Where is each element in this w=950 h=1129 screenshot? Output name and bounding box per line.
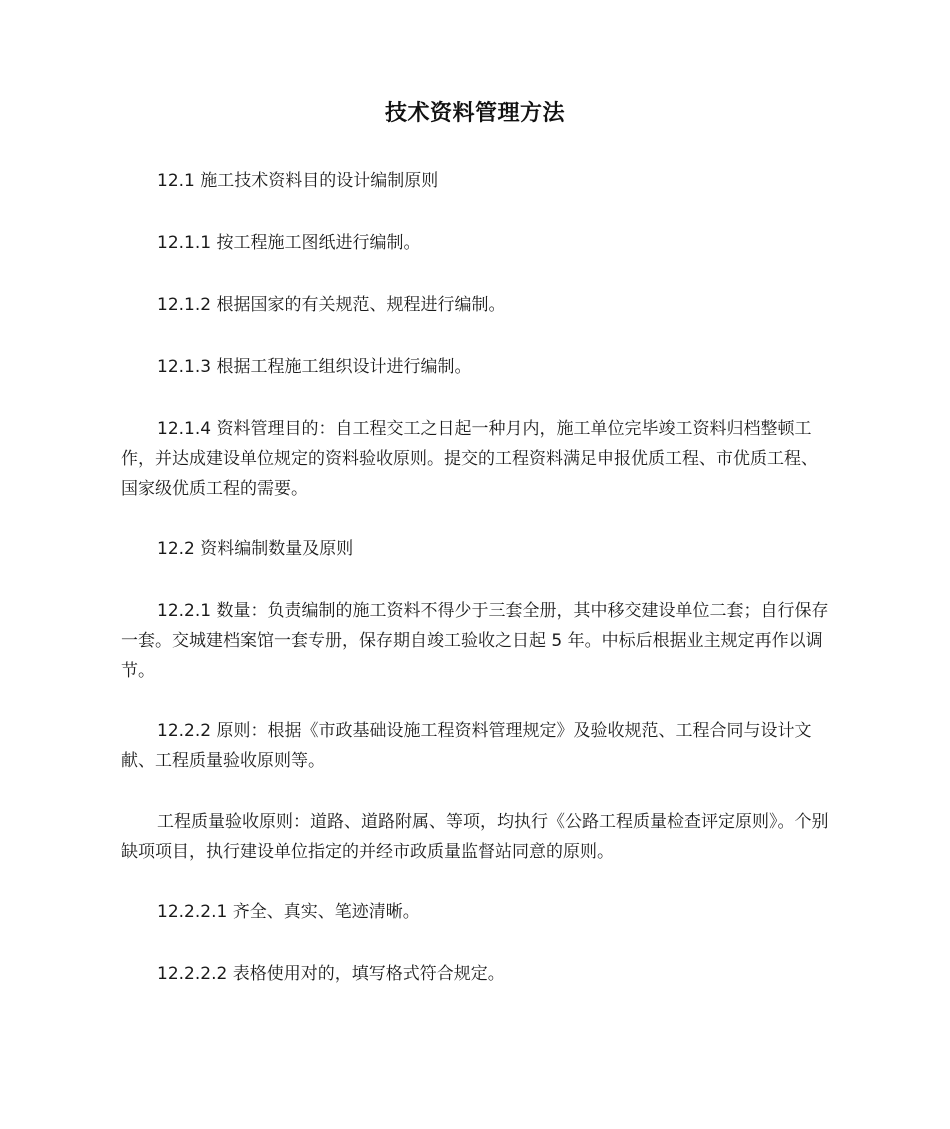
paragraph-12-1: 12.1 施工技术资料目的设计编制原则 xyxy=(157,171,439,191)
paragraph-12-2: 12.2 资料编制数量及原则 xyxy=(157,539,354,559)
paragraph-12-1-2: 12.1.2 根据国家的有关规范、规程进行编制。 xyxy=(157,295,506,315)
paragraph-12-1-1: 12.1.1 按工程施工图纸进行编制。 xyxy=(157,233,421,253)
paragraph-12-1-4: 12.1.4 资料管理目的：自工程交工之日起一种月内，施工单位完毕竣工资料归档整顿工作，并达成建设单位规定的资料验收原则。提交的工程资料满足申报优质工程、市优质工程、国家级优质工程的需要。 xyxy=(121,419,818,499)
document-title: 技术资料管理方法 xyxy=(384,101,565,126)
paragraph-12-2-2: 12.2.2 原则：根据《市政基础设施工程资料管理规定》及验收规范、工程合同与设计文献、工程质量验收原则等。 xyxy=(121,721,812,771)
paragraph-12-2-2-1: 12.2.2.1 齐全、真实、笔迹清晰。 xyxy=(157,902,420,922)
paragraph-quality-acceptance: 工程质量验收原则：道路、道路附属、等项，均执行《公路工程质量检查评定原则》。个别缺项项目，执行建设单位指定的并经市政质量监督站同意的原则。 xyxy=(121,812,829,862)
paragraph-12-2-1: 12.2.1 数量：负责编制的施工资料不得少于三套全册，其中移交建设单位二套；自行保存一套。交城建档案馆一套专册，保存期自竣工验收之日起 5 年。中标后根据业主规定再作以调节。 xyxy=(121,601,829,681)
paragraph-12-1-3: 12.1.3 根据工程施工组织设计进行编制。 xyxy=(157,357,472,377)
paragraph-12-2-2-2: 12.2.2.2 表格使用对的，填写格式符合规定。 xyxy=(157,964,505,984)
